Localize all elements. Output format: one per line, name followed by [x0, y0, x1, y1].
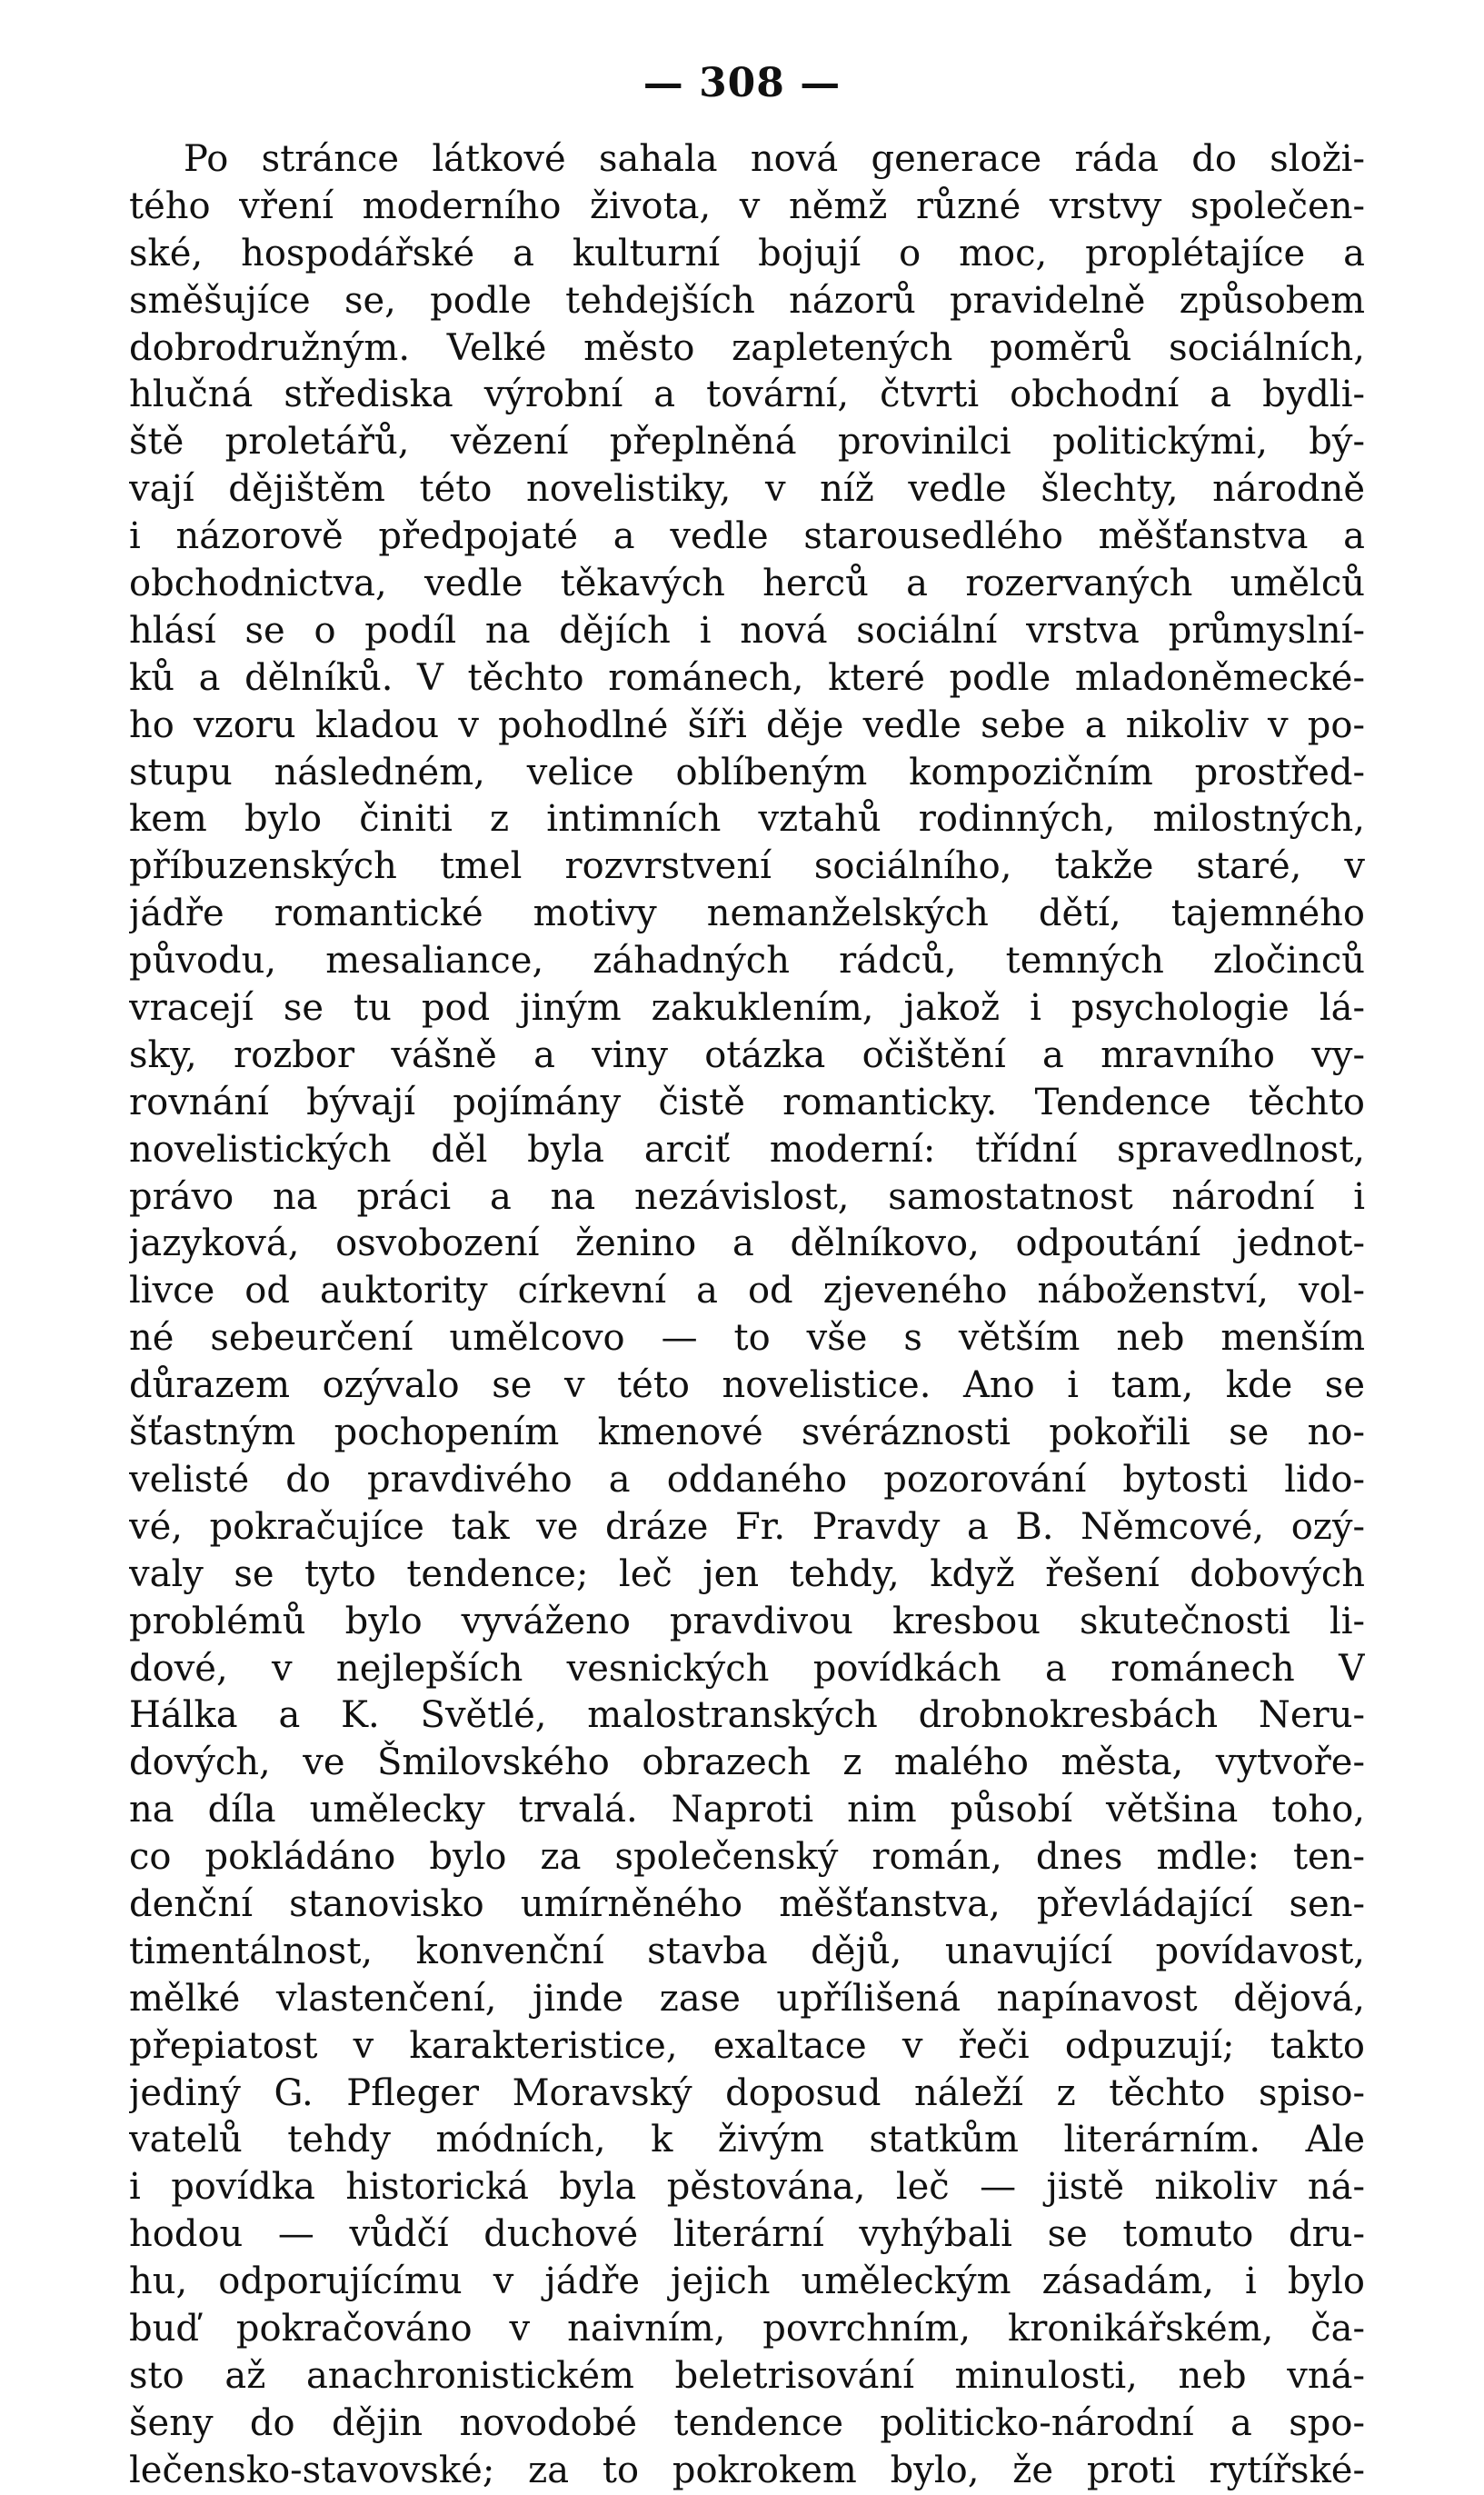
text-line: vracejí se tu pod jiným zakuklením, jakož i psychologie lá-	[129, 987, 1365, 1030]
text-line: dobrodružným. Velké město zapletených poměrů sociálních,	[129, 326, 1365, 369]
text-line: denční stanovisko umírněného měšťanstva, převládající sen-	[129, 1882, 1365, 1925]
text-line: směšujíce se, podle tehdejších názorů pravidelně způsobem	[129, 279, 1365, 322]
text-line: vé, pokračujíce tak ve dráze Fr. Pravdy a B. Němcové, ozý-	[129, 1505, 1365, 1548]
text-line: livce od auktority církevní a od zjeveného náboženství, vol-	[129, 1270, 1365, 1312]
text-line: dové, v nejlepších vesnických povídkách a románech V	[129, 1647, 1365, 1690]
text-line: mělké vlastenčení, jinde zase upřílišená napínavost dějová,	[129, 1977, 1365, 2020]
text-line: kem bylo činiti z intimních vztahů rodinných, milostných,	[129, 798, 1365, 841]
text-line: timentálnost, konvenční stavba dějů, unavující povídavost,	[129, 1930, 1365, 1972]
text-line: stupu následném, velice oblíbeným kompozičním prostřed-	[129, 751, 1365, 793]
text-line: příbuzenských tmel rozvrstvení sociálního, takže staré, v	[129, 845, 1365, 888]
text-line: ků a dělníků. V těchto románech, které podle mladoněmecké-	[129, 656, 1365, 699]
text-line: vají dějištěm této novelistiky, v níž vedle šlechty, národně	[129, 468, 1365, 511]
text-line: valy se tyto tendence; leč jen tehdy, když řešení dobových	[129, 1552, 1365, 1595]
text-line: co pokládáno bylo za společenský román, dnes mdle: ten-	[129, 1836, 1365, 1879]
text-line: obchodnictva, vedle těkavých herců a rozervaných umělců	[129, 563, 1365, 605]
text-line: důrazem ozývalo se v této novelistice. Ano i tam, kde se	[129, 1364, 1365, 1407]
text-line: i názorově předpojaté a vedle starousedlého měšťanstva a	[129, 515, 1365, 558]
text-line: právo na práci a na nezávislost, samostatnost národní i	[129, 1175, 1365, 1218]
text-line: jazyková, osvobození ženino a dělníkovo, odpoutání jednot-	[129, 1223, 1365, 1265]
text-line: hu, odporujícímu v jádře jejich uměleckým zásadám, i bylo	[129, 2260, 1365, 2303]
text-line: Po stránce látkové sahala nová generace ráda do složi-	[184, 138, 1365, 180]
text-line: hlučná střediska výrobní a tovární, čtvrti obchodní a bydli-	[129, 374, 1365, 416]
text-line: šťastným pochopením kmenové svéráznosti pokořili se no-	[129, 1412, 1365, 1454]
text-line: novelistických děl byla arciť moderní: třídní spravedlnost,	[129, 1128, 1365, 1171]
text-line: původu, mesaliance, záhadných rádců, temných zločinců	[129, 940, 1365, 983]
text-line: ho vzoru kladou v pohodlné šíři děje vedle sebe a nikoliv v po-	[129, 704, 1365, 746]
body-text	[129, 136, 1365, 2495]
page-number: — 308 —	[642, 60, 842, 106]
text-line: i povídka historická byla pěstována, leč — jistě nikoliv ná-	[129, 2166, 1365, 2209]
text-line: problémů bylo vyváženo pravdivou kresbou skutečnosti li-	[129, 1600, 1365, 1642]
text-line: šeny do dějin novodobé tendence politicko-národní a spo-	[129, 2401, 1365, 2444]
text-line: buď pokračováno v naivním, povrchním, kronikářském, ča-	[129, 2307, 1365, 2350]
text-line: velisté do pravdivého a oddaného pozorování bytosti lido-	[129, 1458, 1365, 1501]
text-line: vatelů tehdy módních, k živým statkům literárním. Ale	[129, 2119, 1365, 2161]
text-line: jádře romantické motivy nemanželských dětí, tajemného	[129, 893, 1365, 935]
text-line: dových, ve Šmilovského obrazech z malého města, vytvoře-	[129, 1742, 1365, 1784]
text-line: Hálka a K. Světlé, malostranských drobnokresbách Neru-	[129, 1694, 1365, 1737]
text-line: sto až anachronistickém beletrisování minulosti, neb vná-	[129, 2354, 1365, 2397]
text-line: hodou — vůdčí duchové literární vyhýbali se tomuto dru-	[129, 2213, 1365, 2256]
text-line: rovnání bývají pojímány čistě romanticky. Tendence těchto	[129, 1081, 1365, 1123]
text-line: lečensko-stavovské; za to pokrokem bylo, že proti rytířské-	[129, 2449, 1365, 2491]
text-line: tého vření moderního života, v němž různé vrstvy společen-	[129, 185, 1365, 227]
text-line: hlásí se o podíl na dějích i nová sociální vrstva průmyslní-	[129, 609, 1365, 652]
text-line: jediný G. Pfleger Moravský doposud náleží z těchto spiso-	[129, 2071, 1365, 2114]
text-line: né sebeurčení umělcovo — to vše s větším neb menším	[129, 1317, 1365, 1360]
text-line: sky, rozbor vášně a viny otázka očištění a mravního vy-	[129, 1033, 1365, 1076]
text-line: přepiatost v karakteristice, exaltace v řeči odpuzují; takto	[129, 2024, 1365, 2067]
text-line: ské, hospodářské a kulturní bojují o moc, proplétajíce a	[129, 232, 1365, 274]
text-line: ště proletářů, vězení přeplněná provinilci politickými, bý-	[129, 421, 1365, 464]
text-line: na díla umělecky trvalá. Naproti nim působí většina toho,	[129, 1789, 1365, 1831]
